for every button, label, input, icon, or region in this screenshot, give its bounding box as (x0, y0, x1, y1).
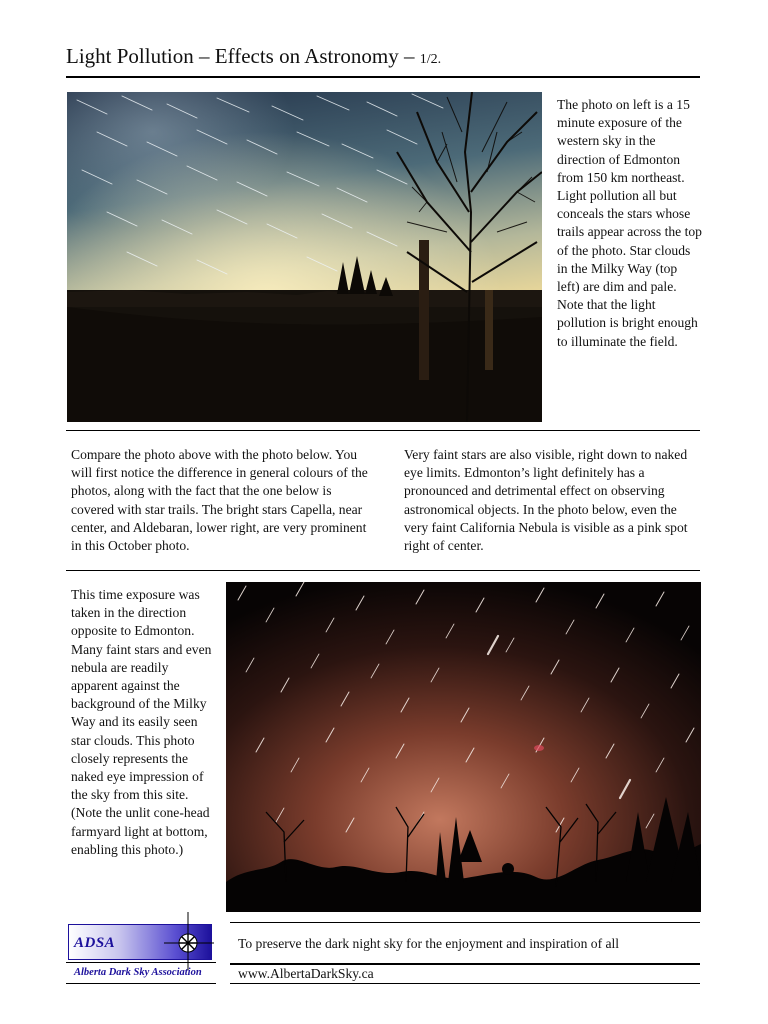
photo-bottom-caption: This time exposure was taken in the direction opposite to Edmonton. Many faint stars and even nebula are readily apparent against the background of the Milky Way and its easily seen star clouds. This photo closely represents the naked eye impression of the sky from this site. (Note the unlit cone-head farmyard light at bottom, enabling this photo.) (71, 587, 212, 857)
compare-text-left: Compare the photo above with the photo below. You will first notice the difference in general colours of the photos, along with the fact that the one below is covered with star trails. The bright stars Capella, near center, and Aldebaran, lower right, are very prominent in this October photo. (71, 447, 368, 554)
star-icon (68, 912, 228, 972)
adsa-logo (68, 924, 212, 962)
section-rule-2 (66, 570, 700, 571)
title-rule (66, 76, 700, 78)
photo-top-caption: The photo on left is a 15 minute exposure of the western sky in the direction of Edmonton from 150 km northeast. Light pollution all but conceals the stars whose trails appear across the top of the photo. Star clouds in the Milky Way (top left) are dim and pale. Note that the light pollution is bright enough to illuminate the field. (557, 97, 702, 349)
logo-rule-bottom (66, 983, 216, 984)
footer-website-link[interactable]: www.AlbertaDarkSky.ca (238, 966, 374, 981)
photo-dark-sky-star-trails-image (226, 582, 701, 912)
footer-rule-middle (230, 963, 700, 965)
page-title (66, 44, 441, 69)
page-number: 1/2. (419, 52, 442, 67)
title-text: Light Pollution – Effects on Astronomy – (66, 44, 415, 68)
compare-text-right: Very faint stars are also visible, right down to naked eye limits. Edmonton’s light definitely has a pronounced and detrimental effect on observing astronomical objects. In the photo below, even the very faint California Nebula is visible as a pink spot right of center. (404, 447, 688, 554)
logo-rule (66, 962, 216, 963)
logo-subtitle: Alberta Dark Sky Association (74, 967, 202, 978)
footer-rule-top (230, 922, 700, 923)
photo-light-polluted-sky (67, 92, 542, 422)
photo-dark-sky-star-trails (226, 582, 701, 912)
footer-rule-bottom (230, 983, 700, 984)
photo-light-polluted-sky-image (67, 92, 542, 422)
logo-text: ADSA (74, 935, 116, 951)
section-rule-1 (66, 430, 700, 431)
footer-tagline: To preserve the dark night sky for the enjoyment and inspiration of all (238, 936, 620, 951)
